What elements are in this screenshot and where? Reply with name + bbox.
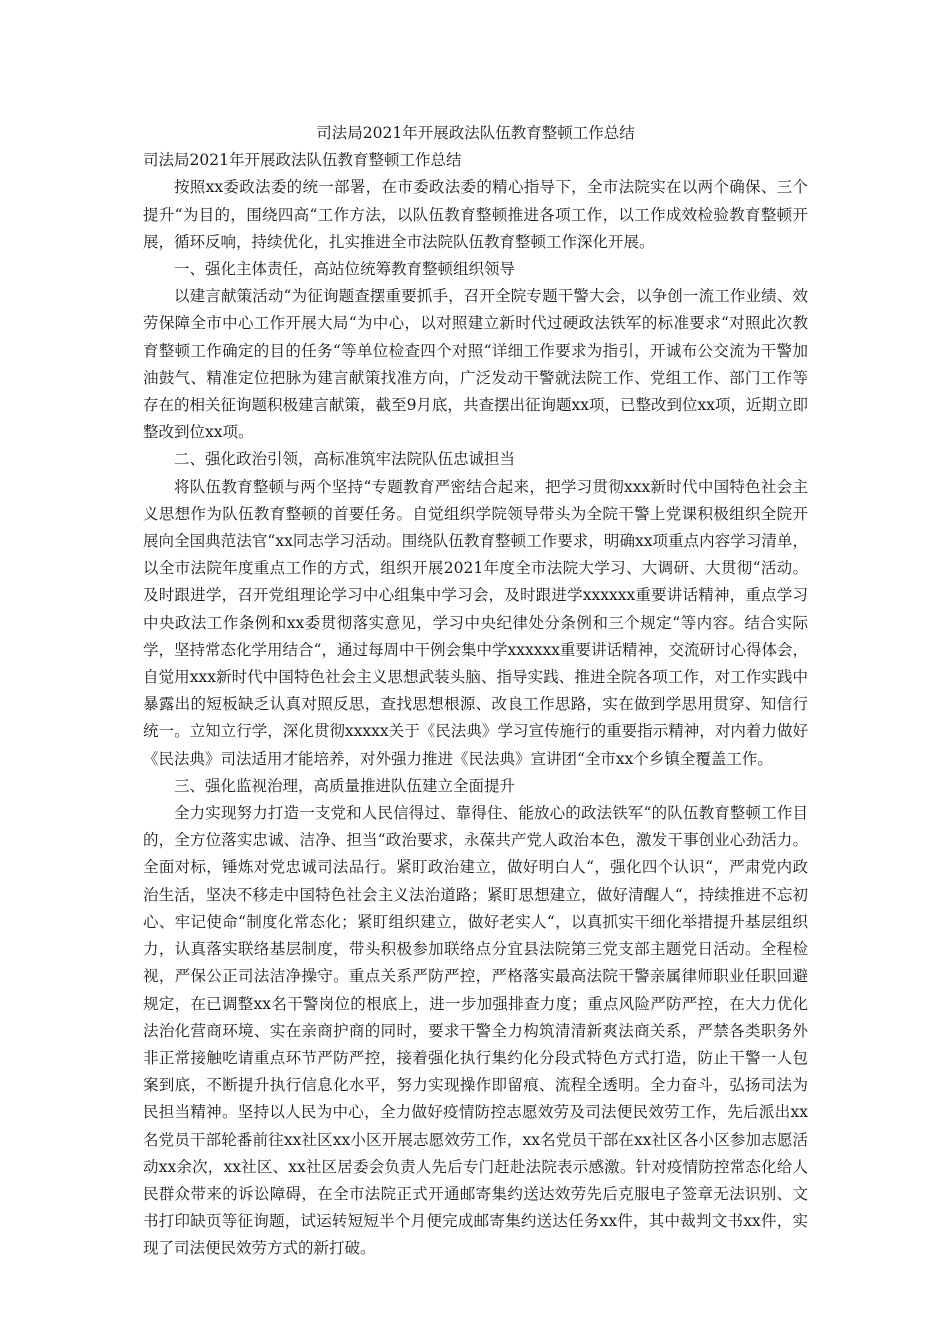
intro-paragraph: 按照xx委政法委的统一部署，在市委政法委的精心指导下，全市法院实在以两个确保、三个提升“为目的，围绕四高“工作方法，以队伍教育整顿推进各项工作，以工作成效检验教育整顿开展，循环反响，持续优化，扎实推进全市法院队伍教育整顿工作深化开展。 bbox=[143, 178, 808, 251]
section-body-3: 全力实现努力打造一支党和人民信得过、靠得住、能放心的政法铁军“的队伍教育整顿工作目的，全方位落实忠诚、洁净、担当“政治要求，永葆共产党人政治本色，激发干事创业心劲活力。全面对标，锤炼对党忠诚司法品行。紧盯政治建立，做好明白人“，强化四个认识“，严肃党内政治生活，坚决不移走中国特色社会主义法治道路；紧盯思想建立，做好清醒人“，持续推进不忘初心、牢记使命“制度化常态化；紧盯组织建立，做好老实人“，以真抓实干细化举措提升基层组织力，认真落实联络基层制度，带头积极参加联络点分宜县法院第三党支部主题党日活动。全程检视，严保公正司法洁净操守。重点关系严防严控，严格落实最高法院干警亲属律师职业任职回避规定，在已调整xx名干警岗位的根底上，进一步加强排查力度；重点风险严防严控，在大力优化法治化营商环境、实在亲商护商的同时，要求干警全力构筑清清新爽法商关系，严禁各类职务外非正常接触吃请重点环节严防严控，接着强化执行集约化分段式特色方式打造，防止干警一人包案到底，不断提升执行信息化水平，努力实现操作即留痕、流程全透明。全力奋斗，弘扬司法为民担当精神。坚持以人民为中心，全力做好疫情防控志愿效劳及司法便民效劳工作，先后派出xx名党员干部轮番前往xx社区xx小区开展志愿效劳工作，xx名党员干部在xx社区各小区参加志愿活动xx余次，xx社区、xx社区居委会负责人先后专门赶赴法院表示感激。针对疫情防控常态化给人民群众带来的诉讼障碍，在全市法院正式开通邮寄集约送达效劳先后克服电子签章无法识别、文书打印缺页等征询题，试运转短短半个月便完成邮寄集约送达任务xx件，其中裁判文书xx件，实现了司法便民效劳方式的新打破。 bbox=[143, 804, 808, 1258]
section-body-2: 将队伍教育整顿与两个坚持“专题教育严密结合起来，把学习贯彻xxx新时代中国特色社会主义思想作为队伍教育整顿的首要任务。自觉组织学院领导带头为全院干警上党课积极组织全院开展向全国典范法官“xx同志学习活动。围绕队伍教育整顿工作要求，明确xx项重点内容学习清单，以全市法院年度重点工作的方式，组织开展2021年度全市法院大学习、大调研、大贯彻“活动。及时跟进学，召开党组理论学习中心组集中学习会，及时跟进学xxxxxx重要讲话精神，重点学习中央政法工作条例和xx委贯彻落实意见，学习中央纪律处分条例和三个规定“等内容。结合实际学，坚持常态化学用结合“，通过每周中干例会集中学xxxxxx重要讲话精神，交流研讨心得体会，自觉用xxx新时代中国特色社会主义思想武装头脑、指导实践、推进全院各项工作，对工作实践中暴露出的短板缺乏认真对照反思，查找思想根源、改良工作思路，实在做到学思用贯穿、知信行统一。立知立行学，深化贯彻xxxxx关于《民法典》学习宣传施行的重要指示精神，对内着力做好《民法典》司法适用才能培养，对外强力推进《民法典》宣讲团“全市xx个乡镇全覆盖工作。 bbox=[143, 477, 808, 768]
document-title: 司法局2021年开展政法队伍教育整顿工作总结 bbox=[316, 124, 635, 142]
document-body bbox=[143, 120, 808, 1263]
section-heading-2: 二、强化政治引领，高标准筑牢法院队伍忠诚担当 bbox=[174, 450, 516, 469]
section-body-1: 以建言献策活动“为征询题查摆重要抓手，召开全院专题干警大会，以争创一流工作业绩、效劳保障全市中心工作开展大局“为中心，以对照建立新时代过硬政法铁军的标准要求“对照此次教育整顿工作确定的目的任务“等单位检查四个对照“详细工作要求为指引，开诚布公交流为干警加油鼓气、精准定位把脉为建言献策找准方向，广泛发动干警就法院工作、党组工作、部门工作等存在的相关征询题积极建言献策，截至9月底，共查摆出征询题xx项，已整改到位xx项，近期立即整改到位xx项。 bbox=[143, 287, 808, 442]
section-heading-3: 三、强化监视治理，高质量推进队伍建立全面提升 bbox=[174, 776, 516, 795]
section-heading-1: 一、强化主体责任，高站位统筹教育整顿组织领导 bbox=[174, 260, 516, 279]
document-subtitle: 司法局2021年开展政法队伍教育整顿工作总结 bbox=[143, 151, 462, 170]
